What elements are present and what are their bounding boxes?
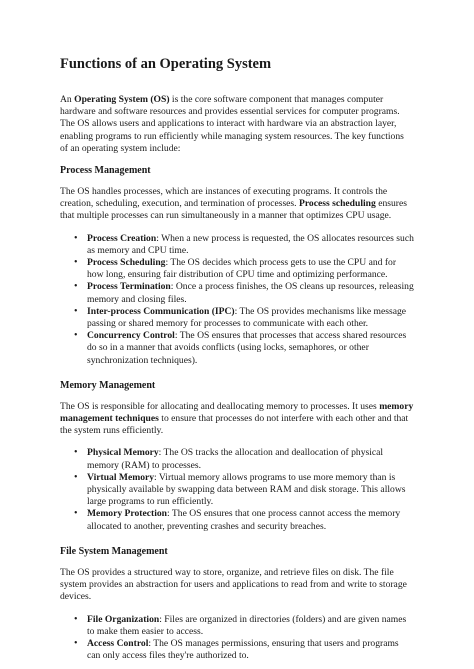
list-term: Inter-process Communication (IPC) (87, 305, 235, 317)
memory-text-tail: to ensure that processes do not interfere with each other and that the system runs efficiently. (60, 413, 409, 437)
process-list (60, 233, 414, 367)
filesystem-list (60, 614, 414, 663)
list-text: : Files are organized in directories (folders) and are given names to make them easier to access. (87, 613, 407, 637)
list-item (87, 233, 414, 257)
memory-list (60, 447, 414, 532)
list-text: : The OS ensures that one process cannot access the memory allocated to another, preventing crashes and security breaches. (87, 508, 401, 532)
list-text: : When a new process is requested, the OS allocates resources such as memory and CPU time. (87, 232, 414, 256)
list-item (87, 508, 414, 532)
list-item (87, 447, 414, 471)
filesystem-paragraph: The OS provides a structured way to store, organize, and retrieve files on disk. The file system provides an abstraction for users and applications to read from and write to storage devices. (60, 566, 407, 603)
memory-paragraph (60, 401, 414, 438)
list-text: : The OS manages permissions, ensuring that users and programs can only access files they're authorized to. (87, 637, 399, 662)
process-heading: Process Management (60, 165, 151, 177)
memory-bold-term: memory management techniques (60, 400, 414, 425)
list-term: Process Termination (87, 281, 171, 293)
intro-paragraph (60, 94, 414, 155)
list-text: : The OS decides which process gets to use the CPU and for how long, ensuring fair distribution of CPU time and optimizing performance. (87, 257, 397, 281)
list-item (87, 614, 414, 638)
list-text: : Virtual memory allows programs to use more memory than is physically available by swapping data between RAM and disk storage. This allows large programs to run efficiently. (87, 471, 406, 508)
list-term: Memory Protection (87, 508, 168, 520)
intro-text-2: is the core software component that manages computer hardware and software resources and provides essential services for computer programs. The OS allows users and applications to interact with hardware via an abstraction layer, enabling programs to run efficiently while managing system resources. The key functions of an operating system include: (60, 94, 404, 154)
memory-text: The OS is responsible for allocating and deallocating memory to processes. It uses (60, 400, 380, 412)
list-item (87, 257, 414, 281)
process-text: The OS handles processes, which are instances of executing programs. It controls the creation, scheduling, execution, and termination of processes. (60, 186, 388, 210)
list-item (87, 472, 414, 509)
process-text-tail: ensures that multiple processes can run simultaneously in a manner that optimizes CPU usage. (60, 198, 407, 222)
document-title: Functions of an Operating System (60, 56, 272, 72)
list-item (87, 306, 414, 330)
list-term: Concurrency Control (87, 330, 175, 342)
list-term: Virtual Memory (87, 471, 155, 483)
intro-text-1: An (60, 94, 75, 105)
list-term: Physical Memory (87, 447, 159, 459)
list-item (87, 638, 414, 662)
list-item (87, 330, 414, 367)
process-paragraph (60, 186, 414, 223)
list-term: Process Scheduling (87, 257, 166, 269)
list-term: Access Control (87, 637, 149, 649)
filesystem-heading: File System Management (60, 545, 168, 557)
list-text: : Once a process finishes, the OS cleans up resources, releasing memory and closing files. (87, 281, 414, 305)
intro-bold-term: Operating System (OS) (74, 94, 170, 105)
memory-heading: Memory Management (60, 379, 156, 391)
list-item (87, 281, 414, 305)
process-bold-term: Process scheduling (298, 198, 376, 210)
list-text: : The OS ensures that processes that access shared resources do so in a manner that avoids conflicts (using locks, semaphores, or other synchronization techniques). (87, 330, 407, 366)
list-text: : The OS tracks the allocation and deallocation of physical memory (RAM) to processes. (87, 447, 384, 471)
list-text: : The OS provides mechanisms like message passing or shared memory for processes to communicate with each other. (87, 305, 407, 330)
list-term: File Organization (87, 613, 160, 625)
list-term: Process Creation (87, 232, 157, 244)
